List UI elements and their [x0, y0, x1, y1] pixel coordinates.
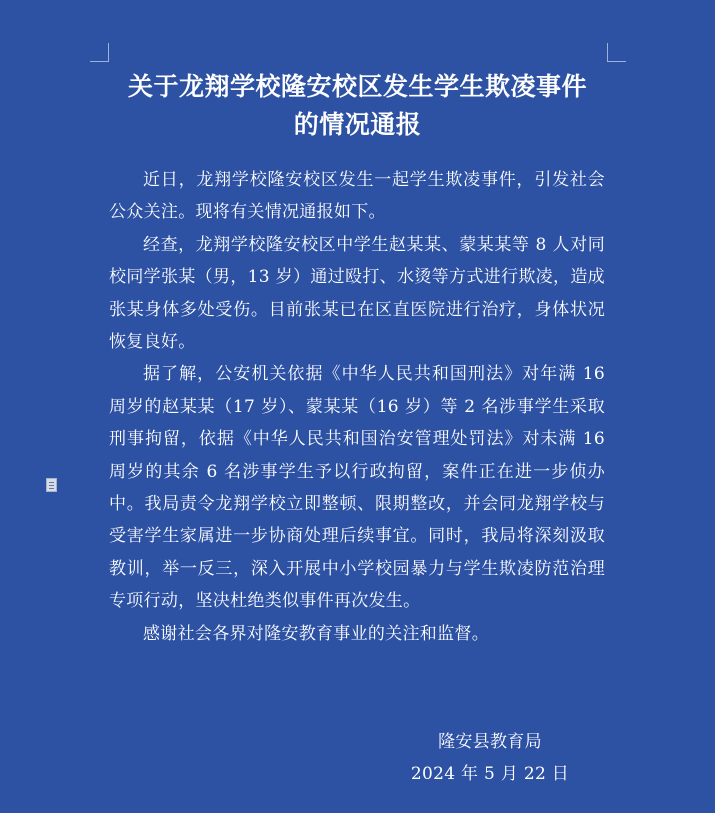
paragraph-intro: 近日，龙翔学校隆安校区发生一起学生欺凌事件，引发社会公众关注。现将有关情况通报如下。 — [109, 170, 605, 223]
document-icon — [46, 478, 57, 492]
page-corner-mark-top-left — [90, 43, 109, 62]
paragraph-measures: 据了解，公安机关依据《中华人民共和国刑法》对年满 16 周岁的赵某某（17 岁）、蒙某某（16 岁）等 2 名涉事学生采取刑事拘留，依据《中华人民共和国治安管理处罚法》对未满 16 周岁的其余 6 名涉事学生予以行政拘留，案件正在进一步侦办中。我局责令龙翔学校立即整顿、限期整改，并会同龙翔学校与受害学生家属进一步协商处理后续事宜。同时，我局将深刻汲取教训，举一反三，深入开展中小学校园暴力与学生欺凌防范治理专项行动，坚决杜绝类似事件再次发生。 — [109, 364, 605, 612]
issue-date: 2024 年 5 月 22 日 — [410, 764, 570, 784]
issuer-name: 隆安县教育局 — [438, 732, 542, 752]
page-corner-mark-top-right — [607, 43, 626, 62]
paragraph-thanks: 感谢社会各界对隆安教育事业的关注和监督。 — [143, 623, 489, 644]
signature-block — [410, 726, 570, 790]
document-title-line-1: 关于龙翔学校隆安校区发生学生欺凌事件 — [127, 72, 587, 101]
document-title — [60, 68, 655, 144]
paragraph-investigation: 经查，龙翔学校隆安校区中学生赵某某、蒙某某等 8 人对同校同学张某（男，13 岁）通过殴打、水烫等方式进行欺凌，造成张某身体多处受伤。目前张某已在区直医院进行治疗，身体状况恢复良好。 — [109, 234, 605, 353]
document-body — [109, 164, 605, 650]
document-title-line-2: 的情况通报 — [293, 110, 422, 139]
